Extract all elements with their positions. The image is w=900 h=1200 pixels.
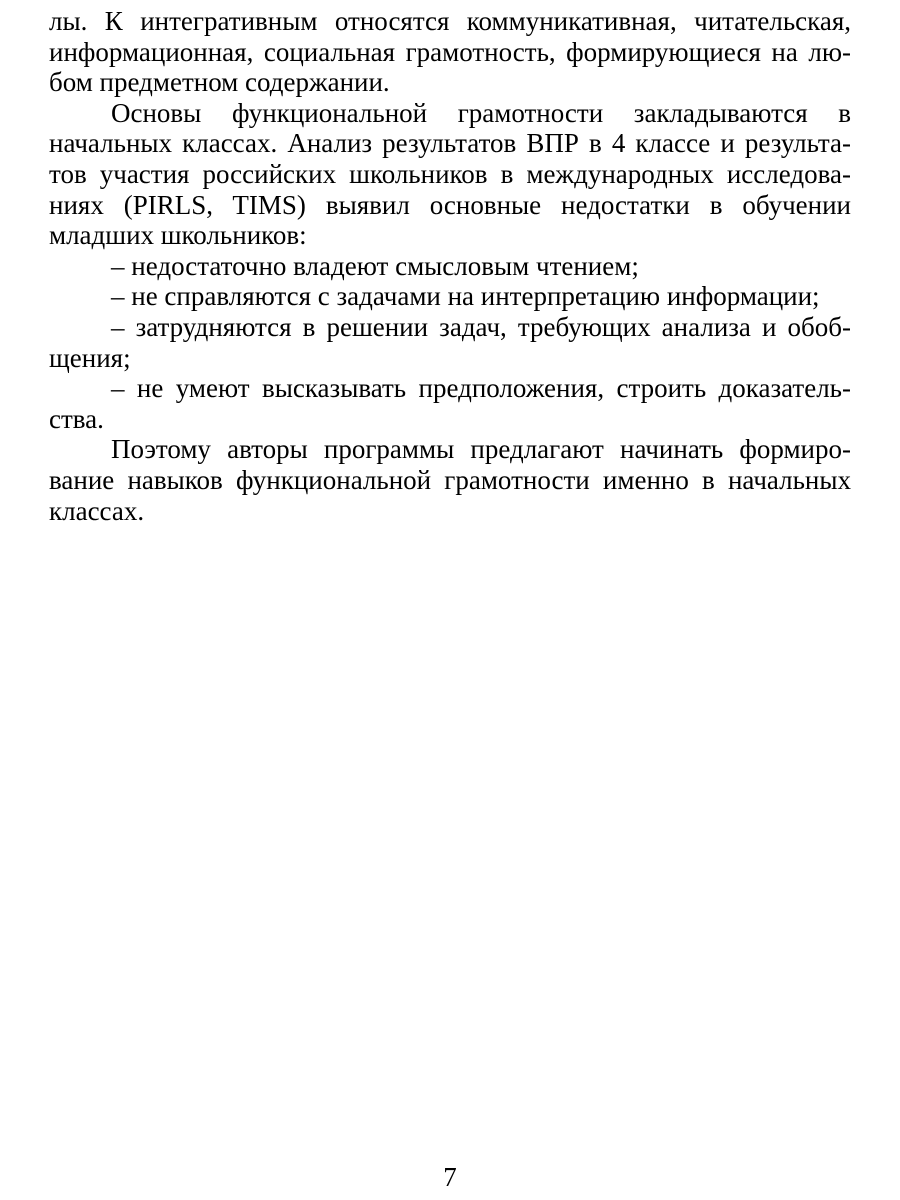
text-line: тов участия российских школьников в международных исследова- xyxy=(49,158,851,189)
text-line: ниях (PIRLS, TIMS) выявил основные недостатки в обучении xyxy=(49,189,851,220)
text-line: бом предметном содержании. xyxy=(49,67,390,98)
text-line: Поэтому авторы программы предлагают начинать формиро- xyxy=(111,434,851,465)
text-line: начальных классах. Анализ результатов ВПР в 4 классе и результа- xyxy=(49,128,851,159)
text-line: классах. xyxy=(49,495,145,526)
text-block xyxy=(49,6,851,526)
list-item-line: – затрудняются в решении задач, требующих анализа и обоб- xyxy=(111,311,851,342)
text-line: вание навыков функциональной грамотности именно в начальных xyxy=(49,464,851,495)
text-line: младших школьников: xyxy=(49,220,307,251)
text-line: лы. К интегративным относятся коммуникативная, читательская, xyxy=(49,6,851,36)
text-line: информационная, социальная грамотность, формирующиеся на лю- xyxy=(49,36,851,67)
list-item-line: – недостаточно владеют смысловым чтением; xyxy=(111,250,639,281)
page-number: 7 xyxy=(443,1162,457,1192)
list-item-line: – не справляются с задачами на интерпретацию информации; xyxy=(111,281,820,312)
text-line: Основы функциональной грамотности закладываются в xyxy=(111,97,851,128)
text-line: щения; xyxy=(49,342,131,373)
text-line: ства. xyxy=(49,403,104,434)
list-item-line: – не умеют высказывать предположения, строить доказатель- xyxy=(111,373,851,404)
